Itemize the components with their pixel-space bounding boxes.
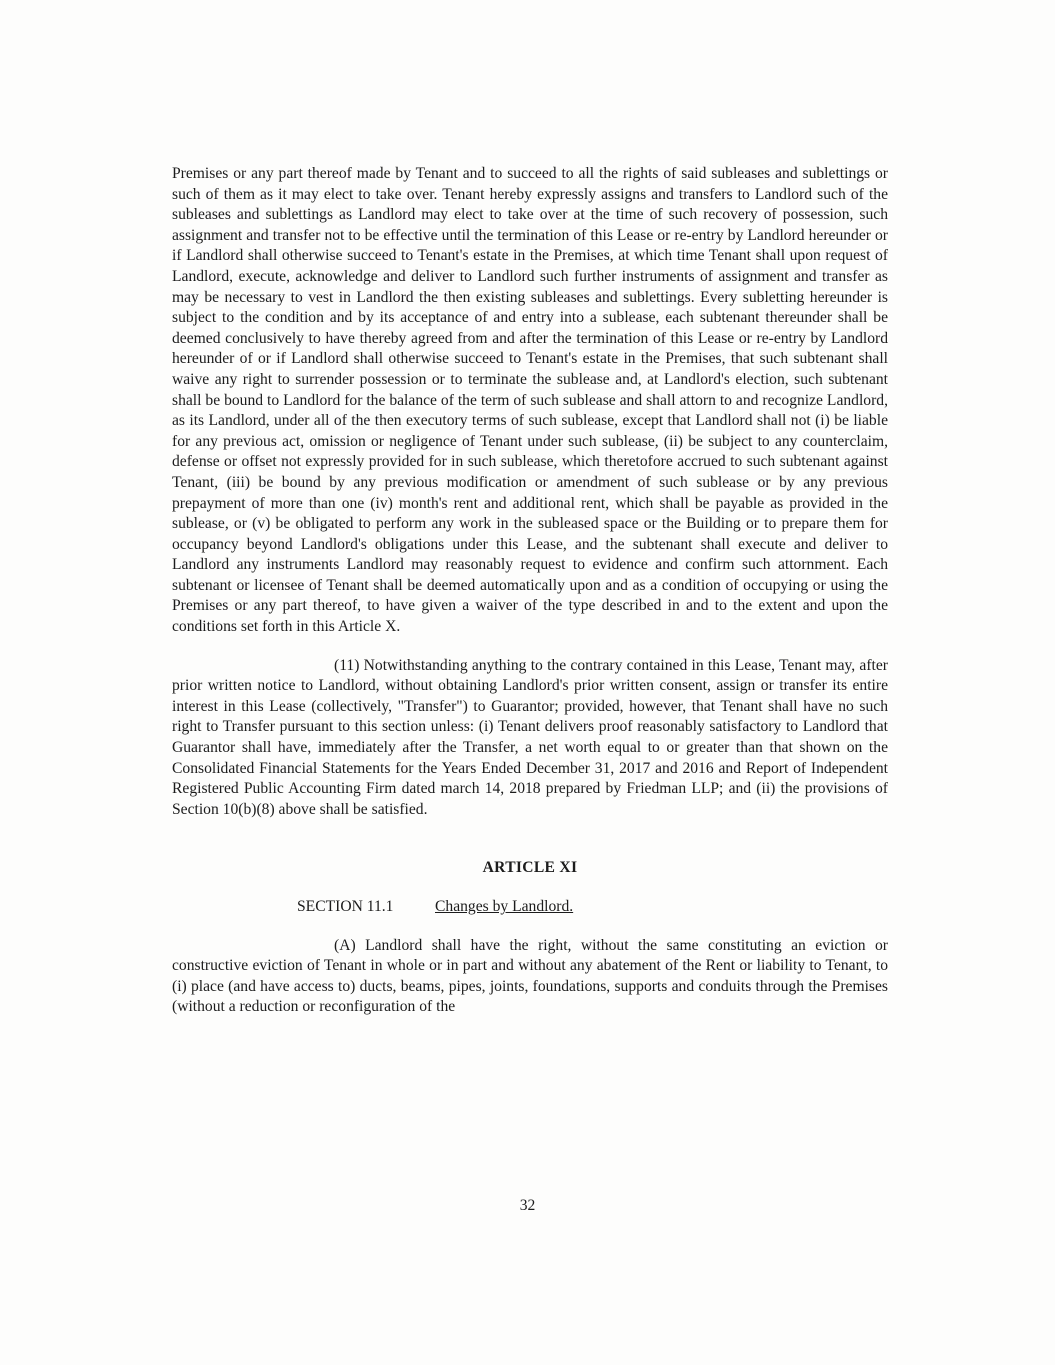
section-heading (297, 897, 888, 918)
paragraph-a-changes: (A) Landlord shall have the right, without the same constituting an eviction or constructive eviction of Tenant in whole or in part and without any abatement of the Rent or liability to Tenant, to (i) place (and have access to) ducts, beams, pipes, joints, foundations, supports and conduits through the Premises (without a reduction or reconfiguration of the (172, 936, 888, 1016)
paragraph-sublease-continuation: Premises or any part thereof made by Tenant and to succeed to all the rights of said subleases and sublettings or such of them as it may elect to take over. Tenant hereby expressly assigns and transfers to Landlord such of the subleases and sublettings as Landlord may elect to take over at the time of such recovery of possession, such assignment and transfer not to be effective until the termination of this Lease or re-entry by Landlord hereunder or if Landlord shall otherwise succeed to Tenant's estate in the Premises, at which time Tenant shall upon request of Landlord, execute, acknowledge and deliver to Landlord such further instruments of assignment and transfer as may be necessary to vest in Landlord the then existing subleases and sublettings. Every subletting hereunder is subject to the condition and by its acceptance of and entry into a sublease, each subtenant thereunder shall be deemed conclusively to have thereby agreed from and after the termination of this Lease or re-entry by Landlord hereunder of or if Landlord shall otherwise succeed to Tenant's estate in the Premises, that such subtenant shall waive any right to surrender possession or to terminate the sublease and, at Landlord's election, such subtenant shall be bound to Landlord for the balance of the term of such sublease and shall attorn to and recognize Landlord, as its Landlord, under all of the then executory terms of such sublease, except that Landlord shall not (i) be liable for any previous act, omission or negligence of Tenant under such sublease, (ii) be subject to any counterclaim, defense or offset not expressly provided for in such sublease, which theretofore accrued to such subtenant against Tenant, (iii) be bound by any previous modification or amendment of such sublease or by any previous prepayment of more than one (iv) month's rent and additional rent, which shall be payable as provided in the sublease, or (v) be obligated to perform any work in the subleased space or the Building or to prepare them for occupancy beyond Landlord's obligations under this Lease, and the subtenant shall execute and deliver to Landlord any instruments Landlord may reasonably request to evidence and confirm such attornment. Each subtenant or licensee of Tenant shall be deemed automatically upon and as a condition of occupying or using the Premises or any part thereof, to have given a waiver of the type described in and to the extent and upon the conditions set forth in this Article X. (172, 165, 888, 636)
page-number: 32 (519, 1197, 536, 1214)
section-title: Changes by Landlord. (435, 898, 574, 915)
page-body (172, 164, 888, 1018)
section-number: SECTION 11.1 (297, 898, 394, 915)
paragraph-11-transfer: (11) Notwithstanding anything to the contrary contained in this Lease, Tenant may, after prior written notice to Landlord, without obtaining Landlord's prior written consent, assign or transfer its entire interest in this Lease (collectively, "Transfer") to Guarantor; provided, however, that Tenant shall have no such right to Transfer pursuant to this section unless: (i) Tenant delivers proof reasonably satisfactory to Landlord that Guarantor shall have, immediately after the Transfer, a net worth equal to or greater than that shown on the Consolidated Financial Statements for the Years Ended December 31, 2017 and 2016 and Report of Independent Registered Public Accounting Firm dated march 14, 2018 prepared by Friedman LLP; and (ii) the provisions of Section 10(b)(8) above shall be satisfied. (172, 656, 888, 818)
article-heading: ARTICLE XI (482, 859, 578, 877)
